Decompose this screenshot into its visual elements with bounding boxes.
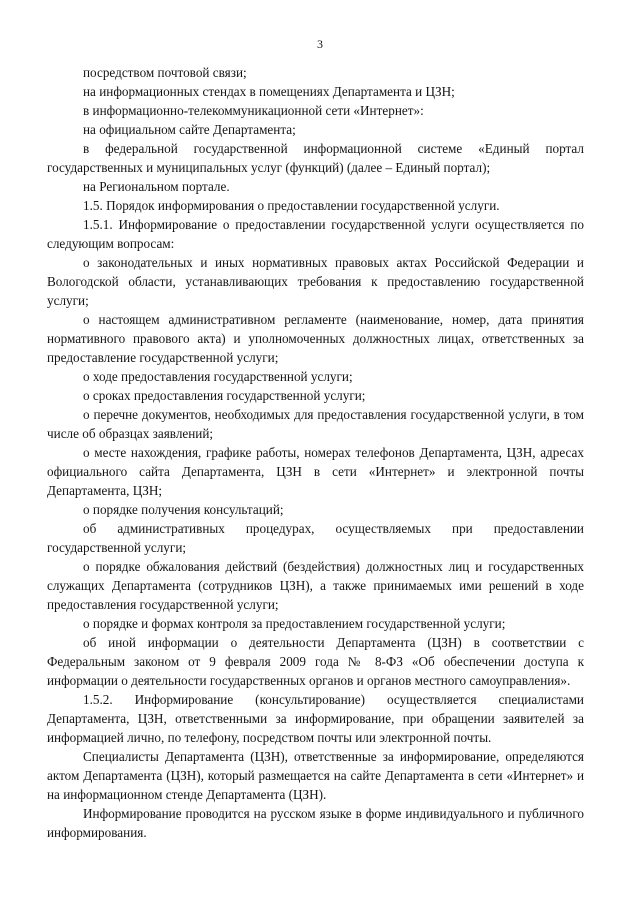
paragraph-5: в федеральной государственной информационной системе «Единый портал государственных и муниципальных услуг (функций) (далее – Единый портал); [47,141,584,175]
paragraph-12: о сроках предоставления государственной услуги; [83,388,366,403]
paragraph-15: о порядке получения консультаций; [83,502,284,517]
paragraph-21: Специалисты Департамента (ЦЗН), ответственные за информирование, определяются актом Департамента (ЦЗН), который размещается на сайте Департамента в сети «Интернет» и на информационном стенде Департамента (ЦЗН). [47,749,584,802]
paragraph-10: о настоящем административном регламенте (наименование, номер, дата принятия нормативного правового акта) и уполномоченных должностных лицах, ответственных за предоставление государственной услуги; [47,312,584,365]
paragraph-11: о ходе предоставления государственной услуги; [83,369,353,384]
paragraph-8: 1.5.1. Информирование о предоставлении государственной услуги осуществляется по следующим вопросам: [47,217,584,251]
paragraph-18: о порядке и формах контроля за предоставлением государственной услуги; [83,616,506,631]
paragraph-3: в информационно-телекоммуникационной сети «Интернет»: [83,103,424,118]
paragraph-7: 1.5. Порядок информирования о предоставлении государственной услуги. [83,198,500,213]
page-number: 3 [317,37,323,51]
paragraph-9: о законодательных и иных нормативных правовых актах Российской Федерации и Вологодской области, устанавливающих требования к предоставлению государственной услуги; [47,255,584,308]
paragraph-6: на Региональном портале. [83,179,230,194]
paragraph-14: о месте нахождения, графике работы, номерах телефонов Департамента, ЦЗН, адресах официального сайта Департамента, ЦЗН в сети «Интернет» и электронной почты Департамента, ЦЗН; [47,445,584,498]
paragraph-20: 1.5.2. Информирование (консультирование) осуществляется специалистами Департамента, ЦЗН, ответственными за информирование, при обращении заявителей за информацией лично, по телефону, посредством почты или электронной почты. [47,692,584,745]
paragraph-1: посредством почтовой связи; [83,65,247,80]
paragraph-13: о перечне документов, необходимых для предоставления государственной услуги, в том числе об образцах заявлений; [47,407,584,441]
paragraph-22: Информирование проводится на русском языке в форме индивидуального и публичного информирования. [47,806,584,840]
paragraph-19: об иной информации о деятельности Департамента (ЦЗН) в соответствии с Федеральным законом от 9 февраля 2009 года № 8-ФЗ «Об обеспечении доступа к информации о деятельности государственных органов и органов местного самоуправления». [47,635,584,688]
paragraph-4: на официальном сайте Департамента; [83,122,296,137]
document-body [47,63,584,842]
paragraph-17: о порядке обжалования действий (бездействия) должностных лиц и государственных служащих Департамента (сотрудников ЦЗН), а также принимаемых ими решений в ходе предоставления государственной услуги; [47,559,584,612]
paragraph-16: об административных процедурах, осуществляемых при предоставлении государственной услуги; [47,521,584,555]
paragraph-2: на информационных стендах в помещениях Департамента и ЦЗН; [83,84,455,99]
